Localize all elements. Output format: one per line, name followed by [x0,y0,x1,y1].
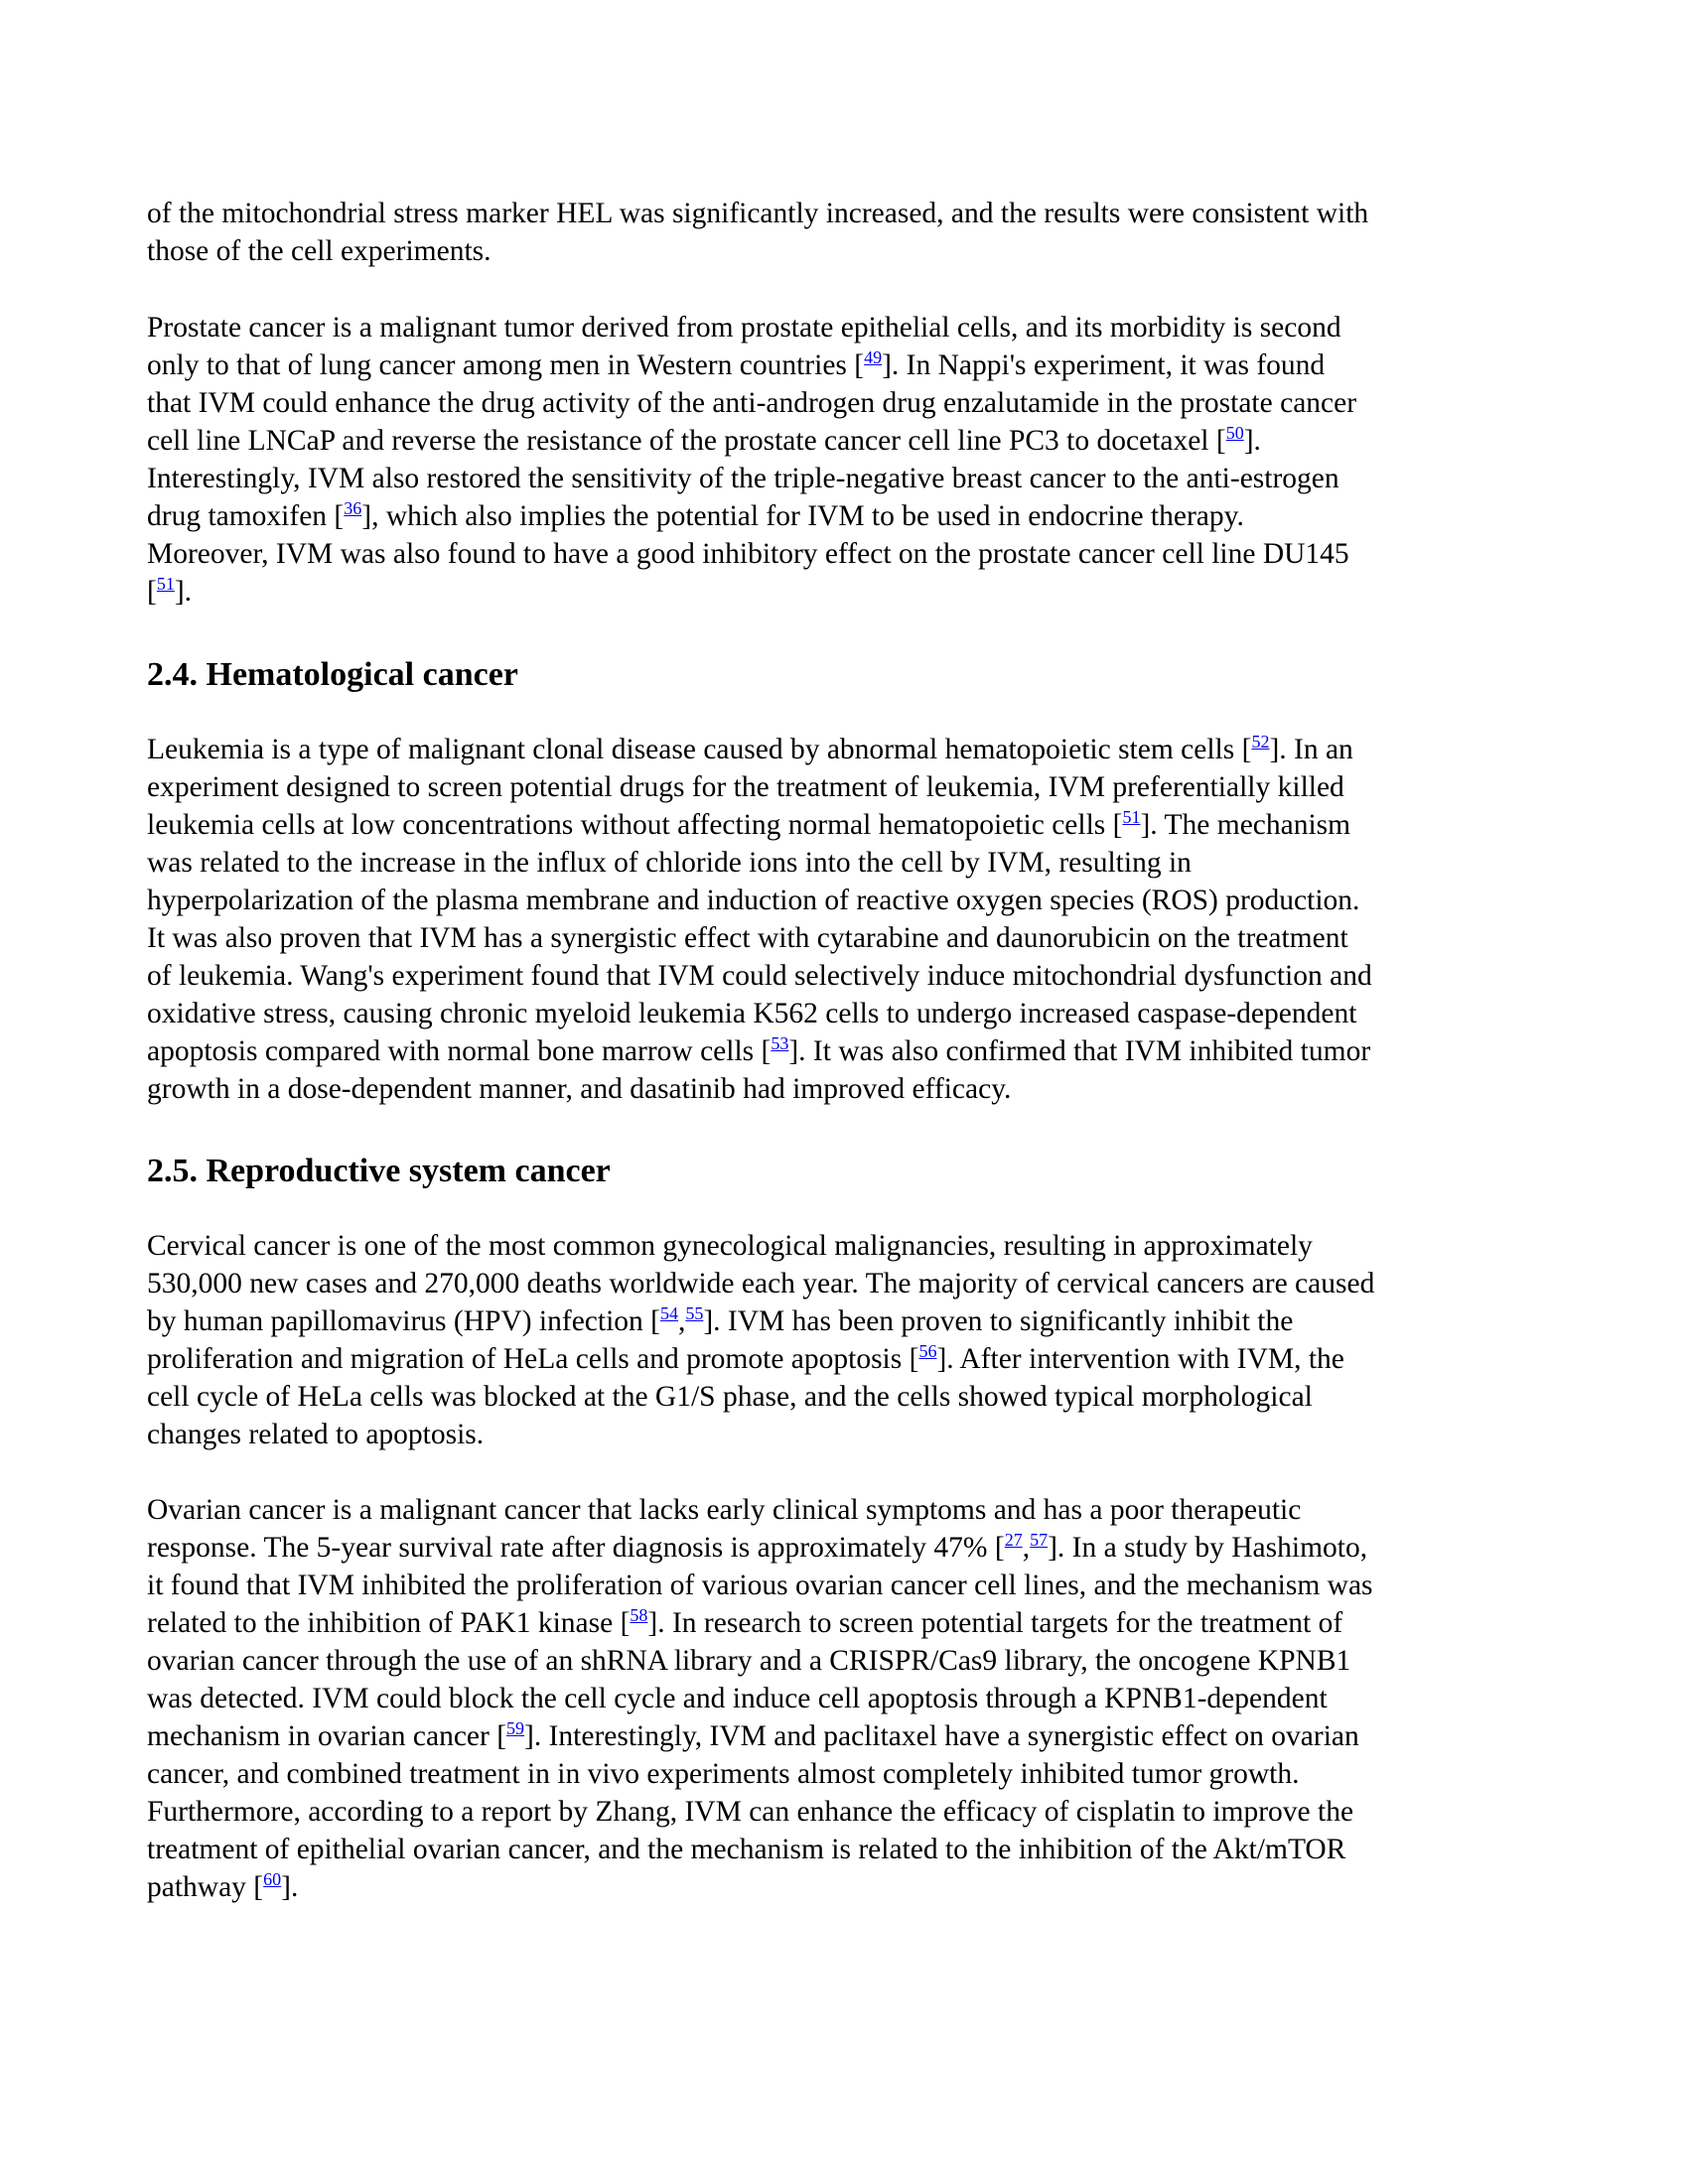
citation-link[interactable]: 49 [864,347,883,367]
citation-link[interactable]: 51 [1122,807,1141,827]
text-line [147,1070,1537,1108]
text-span: 530,000 new cases and 270,000 deaths worldwide each year. The majority of cervical cancers are caused [147,1268,1375,1299]
text-span: oxidative stress, causing chronic myeloid leukemia K562 cells to undergo increased caspase-dependent [147,998,1357,1029]
text-line [147,1340,1537,1378]
text-span: treatment of epithelial ovarian cancer, and the mechanism is related to the inhibition of the Akt/mTOR [147,1834,1346,1865]
citation-link[interactable]: 59 [506,1718,525,1738]
text-line [147,919,1537,957]
text-span: was related to the increase in the influx of chloride ions into the cell by IVM, resulting in [147,847,1192,879]
text-line [147,1755,1537,1793]
text-span: pathway [ [147,1871,264,1903]
text-line [147,768,1537,806]
text-span: ovarian cancer through the use of an shRNA library and a CRISPR/Cas9 library, the oncogene KPNB1 [147,1645,1351,1677]
text-line [147,422,1537,460]
section-heading [147,1152,1537,1191]
text-span: ]. Interestingly, IVM and paclitaxel have a synergistic effect on ovarian [524,1720,1359,1752]
text-span: cancer, and combined treatment in in vivo experiments almost completely inhibited tumor growth. [147,1758,1300,1790]
citation [344,498,361,518]
text-span: experiment designed to screen potential drugs for the treatment of leukemia, IVM preferentially killed [147,771,1344,803]
text-line [147,882,1537,919]
text-span: ]. [174,576,193,608]
citation [864,347,882,367]
text-line [147,1868,1537,1906]
text-line [147,309,1537,346]
text-span: ]. The mechanism [1140,809,1351,841]
paragraph [147,1227,1537,1453]
citation-link[interactable]: 53 [771,1033,789,1053]
text-span: cell line LNCaP and reverse the resistance of the prostate cancer cell line PC3 to docetaxel [ [147,425,1226,457]
text-line [147,573,1537,611]
citation [771,1033,788,1053]
text-line [147,731,1537,768]
text-line [147,535,1537,573]
text-line [147,1265,1537,1302]
citation-link[interactable]: 27 [1004,1530,1023,1550]
text-span: by human papillomavirus (HPV) infection [ [147,1305,660,1337]
text-line [147,1567,1537,1604]
text-span: proliferation and migration of HeLa cells and promote apoptosis [ [147,1343,919,1375]
citation-link[interactable]: 56 [918,1341,937,1361]
text-span: ]. In research to screen potential targets for the treatment of [647,1607,1343,1639]
text-span: , [677,1305,686,1337]
text-span: Ovarian cancer is a malignant cancer that lacks early clinical symptoms and has a poor therapeutic [147,1494,1302,1526]
text-span: It was also proven that IVM has a synergistic effect with cytarabine and daunorubicin on the treatment [147,922,1348,954]
citation [1226,423,1244,443]
text-span: mechanism in ovarian cancer [ [147,1720,507,1752]
text-line [147,1378,1537,1416]
text-span: changes related to apoptosis. [147,1419,485,1450]
text-line [147,346,1537,384]
text-span: ]. In an [1269,734,1353,765]
text-line [147,1642,1537,1680]
text-span: Leukemia is a type of malignant clonal disease caused by abnormal hematopoietic stem cells [ [147,734,1252,765]
text-line [147,995,1537,1032]
text-line [147,1793,1537,1831]
text-line [147,1302,1537,1340]
text-span: ]. [1243,425,1261,457]
citation [1122,807,1140,827]
text-line [147,384,1537,422]
citation-link[interactable]: 60 [263,1869,282,1889]
text-span: Cervical cancer is one of the most common gynecological malignancies, resulting in approximately [147,1230,1313,1262]
text-span: ]. It was also confirmed that IVM inhibited tumor [788,1035,1371,1067]
text-span: drug tamoxifen [ [147,500,345,532]
text-span: ], which also implies the potential for IVM to be used in endocrine therapy. [361,500,1244,532]
text-span: apoptosis compared with normal bone marrow cells [ [147,1035,772,1067]
citation-link[interactable]: 54 [659,1303,678,1323]
text-line [147,1604,1537,1642]
citation-link[interactable]: 55 [685,1303,704,1323]
text-span: related to the inhibition of PAK1 kinase [ [147,1607,631,1639]
text-span: leukemia cells at low concentrations without affecting normal hematopoietic cells [ [147,809,1123,841]
text-line [147,1491,1537,1529]
citation [630,1605,647,1625]
citation [1005,1530,1023,1550]
text-line [147,844,1537,882]
text-span: ]. IVM has been proven to significantly inhibit the [703,1305,1294,1337]
text-line [147,806,1537,844]
text-span: ]. In a study by Hashimoto, [1048,1532,1368,1564]
citation-link[interactable]: 50 [1225,423,1244,443]
text-line [147,1831,1537,1868]
text-span: ]. After intervention with IVM, the [936,1343,1344,1375]
citation [506,1718,524,1738]
text-line [147,232,1537,270]
text-line [147,195,1537,232]
text-line [147,1032,1537,1070]
text-span: of the mitochondrial stress marker HEL was significantly increased, and the results were consistent with [147,198,1369,229]
text-line [147,957,1537,995]
citation [685,1303,703,1323]
text-span: Interestingly, IVM also restored the sensitivity of the triple-negative breast cancer to the anti-estrogen [147,463,1339,494]
citation-link[interactable]: 52 [1251,732,1270,751]
text-span: response. The 5-year survival rate after diagnosis is approximately 47% [ [147,1532,1005,1564]
citation [918,1341,936,1361]
text-line [147,1227,1537,1265]
paragraph [147,309,1537,611]
text-line [147,1680,1537,1717]
text-span: only to that of lung cancer among men in Western countries [ [147,349,865,381]
citation-link[interactable]: 51 [156,574,175,594]
citation [263,1869,281,1889]
text-span: Prostate cancer is a malignant tumor derived from prostate epithelial cells, and its morbidity is second [147,312,1341,343]
text-span: those of the cell experiments. [147,235,492,267]
text-span: Furthermore, according to a report by Zhang, IVM can enhance the efficacy of cisplatin to improve the [147,1796,1354,1828]
text-span: , [1022,1532,1031,1564]
citation [660,1303,678,1323]
text-span: Moreover, IVM was also found to have a good inhibitory effect on the prostate cancer cell line DU145 [147,538,1349,570]
citation [1251,732,1269,751]
text-span: it found that IVM inhibited the proliferation of various ovarian cancer cell lines, and the mechanism was [147,1570,1373,1601]
text-span: hyperpolarization of the plasma membrane and induction of reactive oxygen species (ROS) production. [147,885,1360,916]
section-heading-text: 2.5. Reproductive system cancer [147,1153,611,1189]
paragraph [147,731,1537,1108]
text-line [147,460,1537,497]
text-span: ]. [281,1871,299,1903]
paragraph [147,1491,1537,1906]
text-span: of leukemia. Wang's experiment found that IVM could selectively induce mitochondrial dysfunction and [147,960,1372,992]
section-heading-text: 2.4. Hematological cancer [147,656,518,693]
text-line [147,1529,1537,1567]
text-span: was detected. IVM could block the cell cycle and induce cell apoptosis through a KPNB1-dependent [147,1683,1328,1714]
text-span: ]. In Nappi's experiment, it was found [882,349,1326,381]
citation [1030,1530,1048,1550]
text-span: cell cycle of HeLa cells was blocked at the G1/S phase, and the cells showed typical morphological [147,1381,1313,1413]
citation-link[interactable]: 36 [344,498,362,518]
text-line [147,497,1537,535]
text-span: that IVM could enhance the drug activity of the anti-androgen drug enzalutamide in the prostate cancer [147,387,1357,419]
section-heading [147,655,1537,695]
text-line [147,1416,1537,1453]
citation-link[interactable]: 58 [630,1605,648,1625]
text-line [147,1717,1537,1755]
text-span: growth in a dose-dependent manner, and dasatinib had improved efficacy. [147,1073,1012,1105]
citation-link[interactable]: 57 [1030,1530,1049,1550]
paragraph [147,195,1537,270]
citation [157,574,175,594]
text-span: [ [147,576,157,608]
